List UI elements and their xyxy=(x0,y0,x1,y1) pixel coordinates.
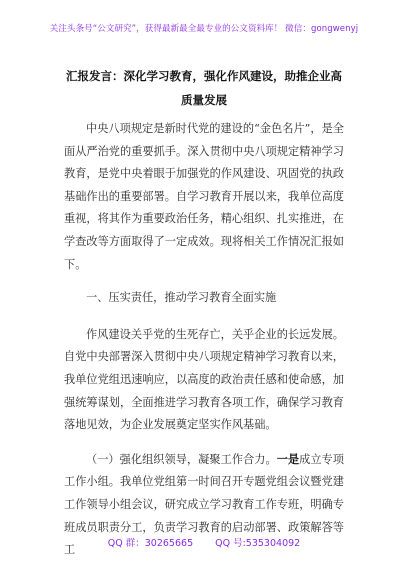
paragraph-intro: 中央八项规定是新时代党的建设的“金色名片”，是全面从严治党的重要抓手。深入贯彻中央八项规定精神学习教育，是党中央着眼于加强党的作风建设、巩固党的执政基础作出的重要部署。自学习教育开展以来，我单位高度重视，将其作为重要政治任务，精心组织、扎实推进，在学查改等方面取得了一定成效。现将相关工作情况汇报如下。 xyxy=(64,122,344,271)
document-body xyxy=(64,118,344,573)
document-title: 汇报发言：深化学习教育，强化作风建设，助推企业高质量发展 xyxy=(66,69,342,107)
footer-contact xyxy=(0,535,408,549)
header-banner: 关注头条号“公文研究”，获得最新最全最专业的公文资料库！ 微信：gongwenyj xyxy=(49,24,359,34)
section-heading-1: 一、压实责任，推动学习教育全面实施 xyxy=(86,291,277,305)
qq-group: QQ 群：30265665 xyxy=(107,538,194,549)
qq-number: QQ 号:535304092 xyxy=(215,538,301,549)
bold-lead-text: 一是 xyxy=(276,451,300,466)
subsection-text: 成立专项工作小组。我单位党组第一时间召开专题党组会议暨党建工作领导小组会议，研究成立学习教育工作专班，明确专班成员职责分工，负责学习教育的启动部署、政策解答等工 xyxy=(64,452,344,557)
paragraph-section-1: 作风建设关乎党的生死存亡，关乎企业的长远发展。自党中央部署深入贯彻中央八项规定精神学习教育以来，我单位党组迅速响应，以高度的政治责任感和使命感，加强统筹谋划，全面推进学习教育各项工作，确保学习教育落地见效，为企业发展奠定坚实作风基础。 xyxy=(64,327,344,432)
subsection-heading: （一）强化组织领导，凝聚工作合力。 xyxy=(86,452,277,466)
